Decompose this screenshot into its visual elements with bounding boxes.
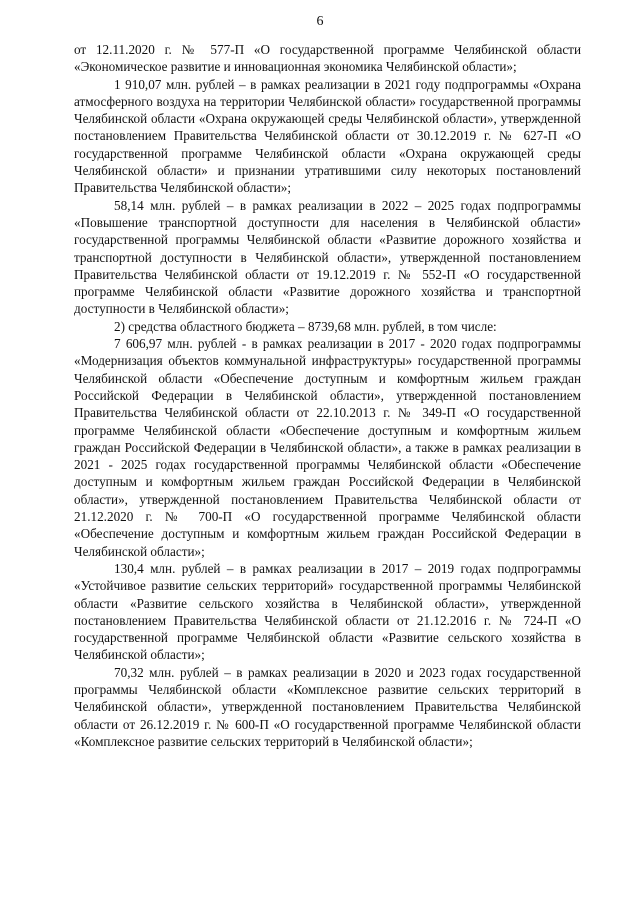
paragraph-transport-program: 58,14 млн. рублей – в рамках реализации в 2022 – 2025 годах подпрограммы «Повышение транспортной доступности для населения в Челябинской области» государственной программы Челябинской области «Развитие дорожного хозяйства и транспортной доступности в Челябинской области», утвержденной постановлением Правительства Челябинской области от 19.12.2019 г. № 552-П «О государственной программе Челябинской области «Развитие дорожного хозяйства и транспортной доступности в Челябинской области»; bbox=[74, 197, 581, 317]
paragraph-atmosphere-program: 1 910,07 млн. рублей – в рамках реализации в 2021 году подпрограммы «Охрана атмосферного воздуха на территории Челябинской области» государственной программы Челябинской области «Охрана окружающей среды Челябинской области», утвержденной постановлением Правительства Челябинской области от 30.12.2019 г. № 627-П «О государственной программе Челябинской области «Охрана окружающей среды Челябинской области» и признании утратившими силу некоторых постановлений Правительства Челябинской области»; bbox=[74, 76, 581, 196]
paragraph-continuation: от 12.11.2020 г. № 577-П «О государственной программе Челябинской области «Экономическое развитие и инновационная экономика Челябинской области»; bbox=[74, 42, 581, 75]
page-number: 6 bbox=[316, 14, 324, 29]
paragraph-rural-territories: 70,32 млн. рублей – в рамках реализации в 2020 и 2023 годах государственной программы Челябинской области «Комплексное развитие сельских территорий в Челябинской области», утвержденной постановлением Правительства Челябинской области от 26.12.2019 г. № 600-П «О государственной программе Челябинской области «Комплексное развитие сельских территорий в Челябинской области»; bbox=[74, 664, 581, 749]
paragraph-regional-budget: 2) средства областного бюджета – 8739,68 млн. рублей, в том числе: bbox=[114, 318, 497, 334]
paragraph-rural-development: 130,4 млн. рублей – в рамках реализации в 2017 – 2019 годах подпрограммы «Устойчивое развитие сельских территорий» государственной программы Челябинской области «Развитие сельского хозяйства в Челябинской области», утвержденной постановлением Правительства Челябинской области от 21.12.2016 г. № 724-П «О государственной программе Челябинской области «Развитие сельского хозяйства в Челябинской области»; bbox=[74, 560, 581, 663]
document-body bbox=[74, 41, 581, 750]
paragraph-housing-program: 7 606,97 млн. рублей - в рамках реализации в 2017 - 2020 годах подпрограммы «Модернизация объектов коммунальной инфраструктуры» государственной программы Челябинской области «Обеспечение доступным и комфортным жильем граждан Российской Федерации в Челябинской области», утвержденной постановлением Правительства Челябинской области от 22.10.2013 г. № 349-П «О государственной программе Челябинской области «Обеспечение доступным и комфортным жильем граждан Российской Федерации в Челябинской области», а также в рамках реализации в 2021 - 2025 годах государственной программы Челябинской области «Обеспечение доступным и комфортным жильем граждан Российской Федерации в Челябинской области», утвержденной постановлением Правительства Челябинской области от 21.12.2020 г. № 700-П «О государственной программе Челябинской области «Обеспечение доступным и комфортным жильем граждан Российской Федерации в Челябинской области»; bbox=[74, 336, 581, 559]
